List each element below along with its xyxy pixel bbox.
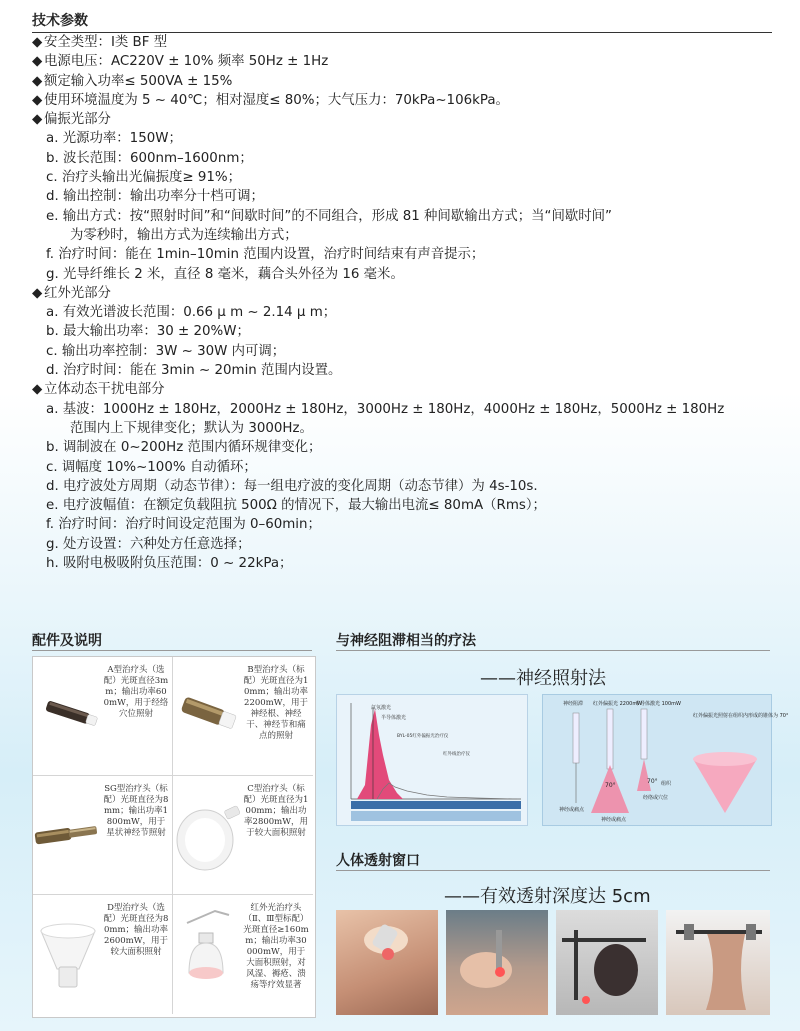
accessories-title: 配件及说明 <box>32 633 102 649</box>
probe-dome-icon <box>175 784 241 884</box>
cone-diagram-svg <box>543 695 789 825</box>
specs-section <box>32 10 782 573</box>
spec-line-text: 使用环境温度为 5 ~ 40℃；相对湿度≤ 80%；大气压力：70kPa~106kPa。 <box>44 92 509 108</box>
diagram-label-a: 神经阻滞 <box>563 701 584 707</box>
chart-legend-4: 红外线治疗仪 <box>443 752 470 757</box>
cone-diagram <box>542 694 789 826</box>
spec-line <box>32 129 782 148</box>
spec-line-text: g. 处方设置：六种处方任意选择； <box>46 536 251 552</box>
accessory-b-desc: B型治疗头（标配）光斑直径为10mm；输出功率2200mW，用于神经根、神经干、神经节和痛点的照射 <box>243 665 309 741</box>
probe-long-bronze-icon <box>35 784 101 884</box>
photo-lying-patient <box>446 910 548 1015</box>
spec-line-text: c. 输出功率控制：3W ~ 30W 内可调； <box>46 343 286 359</box>
spec-line-text: b. 最大输出功率：30 ± 20%W； <box>46 324 250 340</box>
spec-line-text: 范围内上下规律变化；默认为 3000Hz。 <box>70 420 313 436</box>
chart-legend-3: BYL-05红外偏振光治疗仪 <box>397 734 449 739</box>
diamond-bullet-icon: ◆ <box>32 54 43 70</box>
diagram-label-j: 经络或穴位 <box>643 795 669 801</box>
diagram-label-c: 半导体激光 100mW <box>635 701 681 707</box>
spec-line-text: e. 输出方式：按“照射时间”和“间歇时间”的不同组合，形成 81 种间歇输出方式；当“间歇时间” <box>46 208 612 224</box>
probe-funnel-icon <box>35 903 101 1003</box>
infrared-lamp-icon <box>175 903 241 1003</box>
spec-lines <box>32 33 782 573</box>
accessories-grid <box>32 656 316 1018</box>
spectrum-chart <box>336 694 528 826</box>
diagram-label-i: 神经或痛点 <box>601 817 627 823</box>
chart-legend-1: 氙氖激光 <box>371 705 392 711</box>
diagram-label-e: 70° <box>605 782 616 789</box>
accessory-c <box>173 776 313 895</box>
spec-line-text: g. 光导纤维长 2 米，直径 8 毫米，藕合头外径为 16 毫米。 <box>46 266 404 282</box>
spec-line-text: 电源电压：AC220V ± 10% 频率 50Hz ± 1Hz <box>44 54 329 70</box>
accessory-infrared-desc: 红外光治疗头（Ⅱ、Ⅲ型标配）光斑直径≥160mm；输出功率30000mW，用于大面积照射，对风湿、褥疮、溃疡等疗效显著 <box>243 903 309 990</box>
probe-thin-black-icon <box>35 665 101 765</box>
spec-line-text: c. 治疗头输出光偏振度≥ 91%； <box>46 170 242 186</box>
accessory-sg-desc: SG型治疗头（标配）光斑直径为8mm；输出功率1800mW，用于星状神经节照射 <box>103 784 169 838</box>
spec-line-text: a. 基波：1000Hz ± 180Hz，2000Hz ± 180Hz，3000Hz ± 180Hz，4000Hz ± 180Hz，5000Hz ± 180Hz <box>46 401 725 417</box>
spectrum-chart-svg <box>337 695 527 825</box>
spec-line-text: d. 治疗时间：能在 3min ~ 20min 范围内设置。 <box>46 363 342 379</box>
accessory-d <box>33 895 173 1014</box>
window-section-title: 人体透射窗口 <box>336 853 420 869</box>
spec-line-text: f. 治疗时间：治疗时间设定范围为 0–60min； <box>46 517 321 533</box>
photo-neck-svg <box>336 910 438 1015</box>
diagram-label-b: 红外偏振光 2200mW <box>593 701 643 707</box>
spec-line-text: a. 有效光谱波长范围：0.66 μ m ~ 2.14 μ m； <box>46 305 337 321</box>
spec-line-text: b. 调制波在 0~200Hz 范围内循环规律变化； <box>46 440 322 456</box>
photo-lying-svg <box>446 910 548 1015</box>
spec-line-text: c. 调幅度 10%~100% 自动循环； <box>46 459 257 475</box>
diamond-bullet-icon: ◆ <box>32 285 43 301</box>
spec-line <box>32 207 782 226</box>
accessory-d-desc: D型治疗头（选配）光斑直径为80mm；输出功率2600mW，用于较大面积照射 <box>103 903 169 957</box>
nerve-subtitle: ——神经照射法 <box>480 668 606 689</box>
spec-line <box>32 554 782 573</box>
spec-line <box>32 284 782 303</box>
diamond-bullet-icon: ◆ <box>32 382 43 398</box>
spec-line <box>32 91 782 110</box>
chart-legend-2: 半导体激光 <box>381 715 407 721</box>
spec-line <box>32 33 782 52</box>
photo-back-svg <box>666 910 770 1015</box>
spec-line <box>32 515 782 534</box>
photo-head-svg <box>556 910 658 1015</box>
diamond-bullet-icon: ◆ <box>32 73 43 89</box>
photo-head-frame <box>556 910 658 1015</box>
photo-back-frame <box>666 910 770 1015</box>
accessory-infrared <box>173 895 313 1014</box>
photo-neck-treatment <box>336 910 438 1015</box>
spec-line-text: 红外光部分 <box>44 285 111 301</box>
spec-line <box>32 400 782 419</box>
spec-line <box>32 477 782 496</box>
window-subtitle: ——有效透射深度达 5cm <box>444 886 651 907</box>
accessory-c-desc: C型治疗头（标配）光斑直径为100mm；输出功率2800mW，用于较大面积照射 <box>243 784 309 838</box>
spec-line <box>32 380 782 399</box>
spec-line-text: f. 治疗时间：能在 1min–10min 范围内设置，治疗时间结束有声音提示； <box>46 247 485 263</box>
spec-line <box>32 322 782 341</box>
spec-line-text: 为零秒时，输出方式为连续输出方式； <box>70 227 298 243</box>
diamond-bullet-icon: ◆ <box>32 112 43 128</box>
spec-line <box>32 361 782 380</box>
spec-line-text: a. 光源功率：150W； <box>46 131 182 147</box>
specs-title: 技术参数 <box>32 10 772 33</box>
probe-bronze-icon <box>175 665 241 765</box>
accessory-sg <box>33 776 173 895</box>
spec-line-text: 额定输入功率≤ 500VA ± 15% <box>44 73 233 89</box>
spec-line <box>32 438 782 457</box>
accessory-a-desc: A型治疗头（选配）光斑直径3mm；输出功率600mW，用于经络穴位照射 <box>103 665 169 719</box>
spec-line-text: h. 吸附电极吸附负压范围：0 ~ 22kPa； <box>46 556 293 572</box>
spec-line <box>32 110 782 129</box>
diagram-label-d: 红外偏振光照射在组织内形成的锥体为 70° <box>693 713 789 719</box>
spec-line-text: d. 输出控制：输出功率分十档可调； <box>46 189 264 205</box>
accessory-b <box>173 657 313 776</box>
diagram-label-h: 神经或痛点 <box>559 807 585 813</box>
spec-line <box>32 187 782 206</box>
accessories-divider <box>32 650 312 651</box>
spec-line <box>32 245 782 264</box>
spec-line <box>32 535 782 554</box>
window-divider <box>336 870 770 871</box>
spec-line <box>32 149 782 168</box>
spec-line <box>32 168 782 187</box>
spec-line-text: 立体动态干扰电部分 <box>44 382 165 398</box>
spec-line-text: d. 电疗波处方周期（动态节律）：每一组电疗波的变化周期（动态节律）为 4s-10s. <box>46 478 538 494</box>
spec-line <box>32 342 782 361</box>
spec-line <box>32 52 782 71</box>
diagram-label-f: 70° <box>647 778 658 785</box>
diagram-label-g: 组织 <box>661 781 672 787</box>
spec-line <box>32 265 782 284</box>
accessory-a <box>33 657 173 776</box>
spec-line-text: 偏振光部分 <box>44 112 111 128</box>
spec-line <box>32 303 782 322</box>
spec-line <box>32 458 782 477</box>
nerve-divider <box>336 650 770 651</box>
nerve-section-title: 与神经阻滞相当的疗法 <box>336 633 476 649</box>
spec-line-text: b. 波长范围：600nm–1600nm； <box>46 150 253 166</box>
spec-line <box>32 419 782 438</box>
diamond-bullet-icon: ◆ <box>32 92 43 108</box>
spec-line <box>32 496 782 515</box>
diamond-bullet-icon: ◆ <box>32 35 43 50</box>
spec-line <box>32 72 782 91</box>
spec-line <box>32 226 782 245</box>
spec-line-text: 安全类型：Ⅰ类 BF 型 <box>44 35 168 50</box>
spec-line-text: e. 电疗波幅值：在额定负载阻抗 500Ω 的情况下，最大输出电流≤ 80mA（Rms）； <box>46 498 546 514</box>
